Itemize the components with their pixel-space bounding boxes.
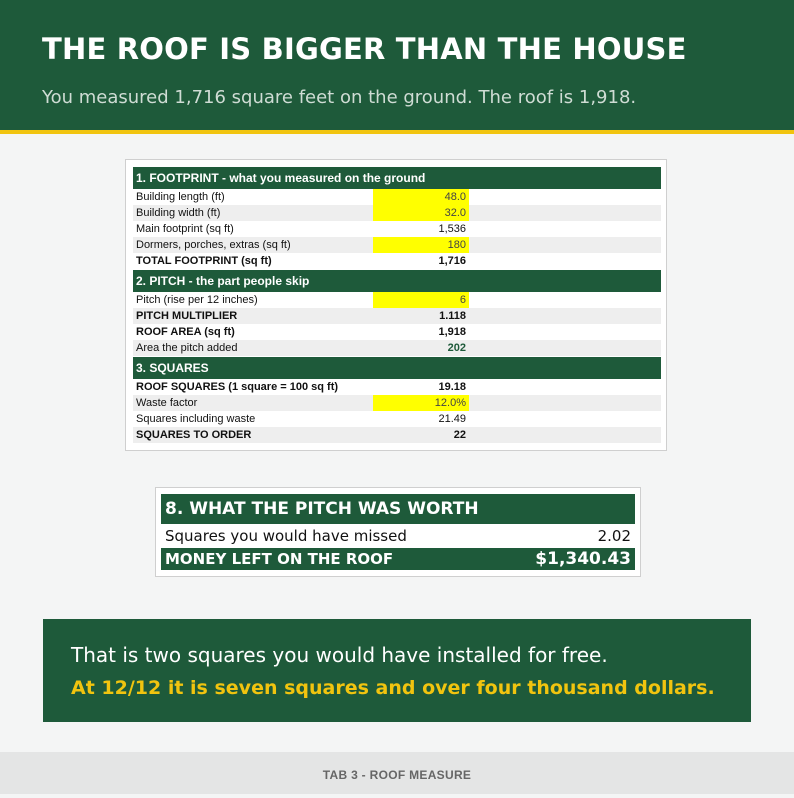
squares-missed-value: 2.02 — [597, 527, 631, 545]
callout-box — [43, 619, 751, 722]
money-left-row — [161, 548, 635, 570]
sheet-row — [133, 308, 661, 324]
money-left-value: $1,340.43 — [535, 549, 631, 569]
measure-sheet — [125, 159, 667, 451]
squares-missed-row — [161, 525, 635, 547]
roof-squares-value: 19.18 — [438, 381, 466, 393]
extras-input[interactable]: 180 — [373, 237, 469, 253]
building-length-input[interactable]: 48.0 — [373, 189, 469, 205]
pitch-worth-heading: 8. WHAT THE PITCH WAS WORTH — [161, 494, 635, 524]
building-width-input[interactable]: 32.0 — [373, 205, 469, 221]
pitch-input[interactable]: 6 — [373, 292, 469, 308]
sheet-row — [133, 427, 661, 443]
row-label: Dormers, porches, extras (sq ft) — [136, 239, 291, 251]
row-label: ROOF AREA (sq ft) — [136, 326, 235, 338]
section-footprint-heading: 1. FOOTPRINT - what you measured on the ground — [133, 167, 661, 189]
main-footprint-value: 1,536 — [438, 223, 466, 235]
pitch-multiplier-value: 1.118 — [439, 310, 466, 322]
pitch-added-value: 202 — [447, 342, 466, 354]
row-label: Waste factor — [136, 397, 198, 409]
row-label: SQUARES TO ORDER — [136, 429, 252, 441]
row-label: ROOF SQUARES (1 square = 100 sq ft) — [136, 381, 339, 393]
sheet-row — [133, 379, 661, 395]
footer-tab-label: TAB 3 - ROOF MEASURE — [0, 752, 794, 794]
callout-highlight-text: At 12/12 it is seven squares and over four thousand dollars. — [71, 677, 715, 699]
squares-to-order-value: 22 — [453, 429, 466, 441]
sheet-row — [133, 411, 661, 427]
sheet-row — [133, 205, 661, 221]
roof-area-value: 1,918 — [438, 326, 466, 338]
waste-factor-input[interactable]: 12.0% — [373, 395, 469, 411]
page-title: THE ROOF IS BIGGER THAN THE HOUSE — [42, 32, 687, 66]
header-banner — [0, 0, 794, 130]
row-label: Squares including waste — [136, 413, 256, 425]
sheet-row — [133, 395, 661, 411]
sheet-row — [133, 253, 661, 269]
section-pitch-heading: 2. PITCH - the part people skip — [133, 270, 661, 292]
money-left-label: MONEY LEFT ON THE ROOF — [165, 550, 394, 568]
row-label: Building length (ft) — [136, 191, 225, 203]
header-accent-stripe — [0, 130, 794, 134]
row-label: PITCH MULTIPLIER — [136, 310, 238, 322]
row-label: TOTAL FOOTPRINT (sq ft) — [136, 255, 272, 267]
total-footprint-value: 1,716 — [438, 255, 466, 267]
sheet-row — [133, 237, 661, 253]
squares-missed-label: Squares you would have missed — [165, 527, 407, 545]
row-label: Area the pitch added — [136, 342, 238, 354]
section-squares-heading: 3. SQUARES — [133, 357, 661, 379]
sheet-row — [133, 221, 661, 237]
page-subtitle: You measured 1,716 square feet on the ground. The roof is 1,918. — [42, 87, 637, 108]
sheet-row — [133, 292, 661, 308]
sheet-row — [133, 340, 661, 356]
squares-with-waste-value: 21.49 — [438, 413, 466, 425]
row-label: Main footprint (sq ft) — [136, 223, 234, 235]
callout-text: That is two squares you would have installed for free. — [71, 643, 608, 667]
row-label: Pitch (rise per 12 inches) — [136, 294, 258, 306]
pitch-worth-panel — [155, 487, 641, 577]
row-label: Building width (ft) — [136, 207, 221, 219]
sheet-row — [133, 189, 661, 205]
sheet-row — [133, 324, 661, 340]
